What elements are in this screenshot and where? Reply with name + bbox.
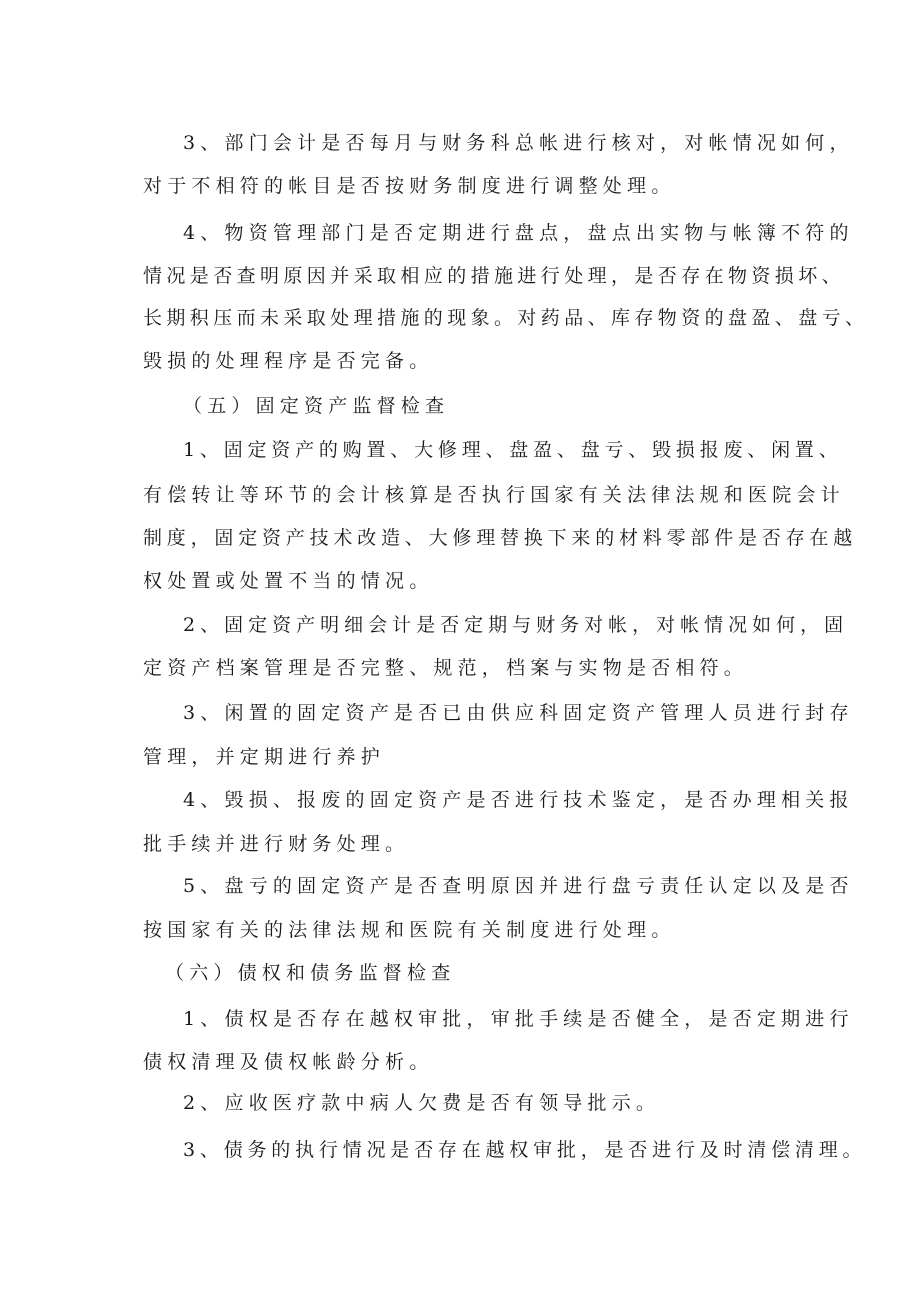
fixed-assets-item-2-line-2: 定资产档案管理是否完整、规范，档案与实物是否相符。: [143, 657, 749, 679]
paragraph-3-line-2: 对于不相符的帐目是否按财务制度进行调整处理。: [143, 175, 676, 197]
fixed-assets-item-4-line-1: 4、毁损、报废的固定资产是否进行技术鉴定，是否办理相关报: [183, 789, 854, 811]
debt-item-1-line-2: 债权清理及债权帐龄分析。: [143, 1051, 434, 1073]
debt-item-2-line-1: 2、应收医疗款中病人欠费是否有领导批示。: [183, 1092, 661, 1114]
paragraph-4-line-2: 情况是否查明原因并采取相应的措施进行处理，是否存在物资损坏、: [143, 265, 846, 287]
fixed-assets-item-1-line-3: 制度，固定资产技术改造、大修理替换下来的材料零部件是否存在越: [143, 527, 858, 549]
debt-item-3-line-1: 3、债务的执行情况是否存在越权审批，是否进行及时清偿清理。: [183, 1139, 867, 1161]
section-heading-5: （五）固定资产监督检查: [183, 395, 450, 417]
fixed-assets-item-1-line-4: 权处置或处置不当的情况。: [143, 570, 434, 592]
fixed-assets-item-2-line-1: 2、固定资产明细会计是否定期与财务对帐，对帐情况如何，固: [183, 614, 849, 636]
fixed-assets-item-3-line-2: 管理，并定期进行养护: [143, 746, 386, 768]
fixed-assets-item-3-line-1: 3、闲置的固定资产是否已由供应科固定资产管理人员进行封存: [183, 702, 854, 724]
debt-item-1-line-1: 1、债权是否存在越权审批，审批手续是否健全，是否定期进行: [183, 1008, 854, 1030]
paragraph-4-line-1: 4、物资管理部门是否定期进行盘点，盘点出实物与帐簿不符的: [183, 222, 854, 244]
paragraph-4-line-3: 长期积压而未采取处理措施的现象。对药品、库存物资的盘盈、盘亏、: [143, 307, 869, 329]
fixed-assets-item-5-line-1: 5、盘亏的固定资产是否查明原因并进行盘亏责任认定以及是否: [183, 875, 854, 897]
fixed-assets-item-1-line-2: 有偿转让等环节的会计核算是否执行国家有关法律法规和医院会计: [143, 484, 845, 506]
paragraph-3-line-1: 3、部门会计是否每月与财务科总帐进行核对，对帐情况如何，: [183, 132, 854, 154]
fixed-assets-item-5-line-2: 按国家有关的法律法规和医院有关制度进行处理。: [143, 919, 676, 941]
section-heading-6: （六）债权和债务监督检查: [165, 962, 456, 984]
fixed-assets-item-4-line-2: 批手续并进行财务处理。: [143, 833, 410, 855]
paragraph-4-line-4: 毁损的处理程序是否完备。: [143, 350, 434, 372]
fixed-assets-item-1-line-1: 1、固定资产的购置、大修理、盘盈、盘亏、毁损报废、闲置、: [183, 439, 843, 461]
